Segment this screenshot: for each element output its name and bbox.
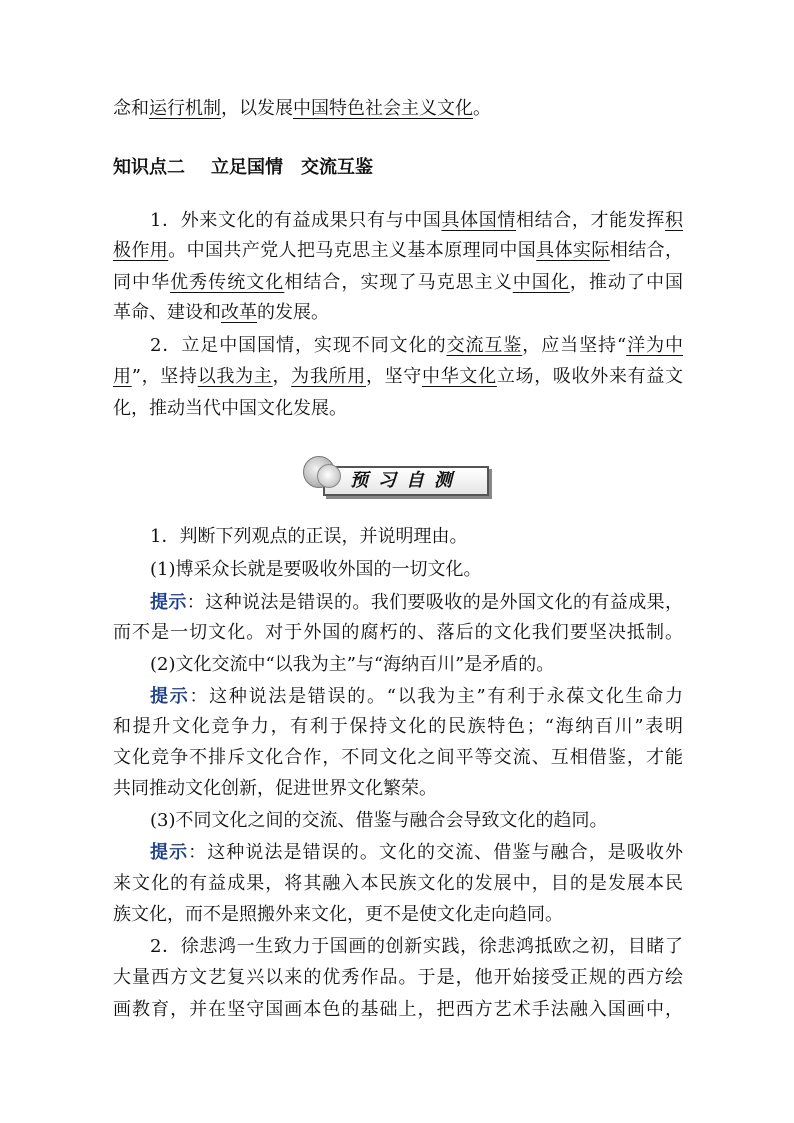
q1-answer-2-line2 [113,716,683,738]
point1-line4 [113,302,683,324]
q1-answer-2-line3 [113,747,683,769]
q1-answer-3-line3 [113,904,683,926]
text: ，以发展 [221,98,293,119]
blank-answer: 为我所用 [291,366,366,387]
q1-statement-1 [150,559,683,581]
text: 2．立足中国国情，实现不同文化的 [150,335,447,356]
text: ，推动了中国 [569,272,684,293]
text: 来文化的有益成果，将其融入本民族文化的发展中，目的是发展本民 [113,873,683,894]
q2-line3 [113,999,683,1021]
text: 。 [473,98,491,119]
text: 相结合，实现了马克思主义 [284,272,513,293]
text: 而不是一切文化。对于外国的腐朽的、落后的文化我们要坚决抵制。 [113,622,683,643]
text: 。中国共产党人把马克思主义基本原理同中国 [168,240,537,261]
text: 相结合， [609,240,684,261]
text: 共同推动文化创新，促进世界文化繁荣。 [113,778,437,799]
q1-answer-3-line2 [113,873,683,895]
text: 和提升文化竞争力，有利于保持文化的民族特色；“海纳百川”表明 [113,716,683,737]
point2-line1 [150,335,683,357]
q1-answer-1-line1 [150,592,683,614]
q1-statement-2 [150,654,683,676]
q1-stem [150,526,683,548]
text: 1．外来文化的有益成果只有与中国 [150,210,442,231]
text: 革命、建设和 [113,302,221,323]
q1-answer-2-line1 [150,686,683,708]
text: 相结合，才能发挥 [516,210,666,231]
blank-answer: 中国特色社会主义文化 [293,98,473,119]
section-title: 立足国情 交流互鉴 [211,157,373,178]
text: ：这种说法是错误的。“以我为主”有利于永葆文化生命力 [189,686,683,707]
point1-line1 [150,210,683,232]
blank-answer: 极作用 [113,240,169,261]
section-label: 知识点二 [113,157,185,178]
blank-answer: 改革 [221,302,257,323]
text: ：这种说法是错误的。文化的交流、借鉴与融合，是吸收外 [188,842,684,863]
text: (3)不同文化之间的交流、借鉴与融合会导致文化的趋同。 [150,810,608,831]
blank-answer: 具体实际 [536,240,610,261]
text: 族文化，而不是照搬外来文化，更不是使文化走向趋同。 [113,904,563,925]
text: 大量西方文艺复兴以来的优秀作品。于是，他开始接受正规的西方绘 [113,967,683,988]
text: 的发展。 [257,302,329,323]
text: (1)博采众长就是要吸收外国的一切文化。 [150,559,482,580]
text: 1．判断下列观点的正误，并说明理由。 [150,526,468,547]
tip-label: 提示 [150,686,190,707]
blank-answer: 运行机制 [149,98,221,119]
point2-line3 [113,398,683,420]
blank-answer: 积 [665,210,684,231]
text: ”，坚持 [131,366,198,387]
text: 化，推动当代中国文化发展。 [113,398,347,419]
text: 立场，吸收外来有益文 [496,366,684,387]
blank-answer: 具体国情 [441,210,516,231]
tip-label: 提示 [150,842,189,863]
text: 2．徐悲鸿一生致力于国画的创新实践，徐悲鸿抵欧之初，目睹了 [150,936,683,957]
text: ，坚守 [365,366,423,387]
preview-banner [303,456,489,500]
q1-statement-3 [150,810,683,832]
blank-answer: 优秀传统文化 [170,272,285,293]
text: 画教育，并在坚守国画本色的基础上，把西方艺术手法融入国画中， [113,999,683,1020]
text: ：这种说法是错误的。我们要吸收的是外国文化的有益成果， [186,592,684,613]
blank-answer: 中国化 [512,272,570,293]
text: 念和 [113,98,149,119]
blank-answer: 洋为中 [626,335,684,356]
q1-answer-3-line1 [150,842,683,864]
point2-line2 [113,366,683,388]
q2-line1 [150,936,683,958]
q1-answer-1-line2 [113,622,683,644]
q2-line2 [113,967,683,989]
point1-line2 [113,240,683,262]
section-heading [113,157,683,179]
blank-answer: 交流互鉴 [446,335,523,356]
blank-answer: 中华文化 [422,366,497,387]
point1-line3 [113,272,683,294]
blank-answer: 用 [113,366,132,387]
text: ， [272,366,292,387]
blank-answer: 以我为主 [197,366,273,387]
text: (2)文化交流中“以我为主”与“海纳百川”是矛盾的。 [150,654,555,675]
text: ，应当坚持“ [522,335,627,356]
tip-label: 提示 [150,592,187,613]
intro-line [113,98,683,120]
q1-answer-2-line4 [113,778,683,800]
banner-title: 预习自测 [350,470,462,491]
text: 同中华 [113,272,171,293]
text: 文化竞争不排斥文化合作，不同文化之间平等交流、互相借鉴，才能 [113,747,683,768]
